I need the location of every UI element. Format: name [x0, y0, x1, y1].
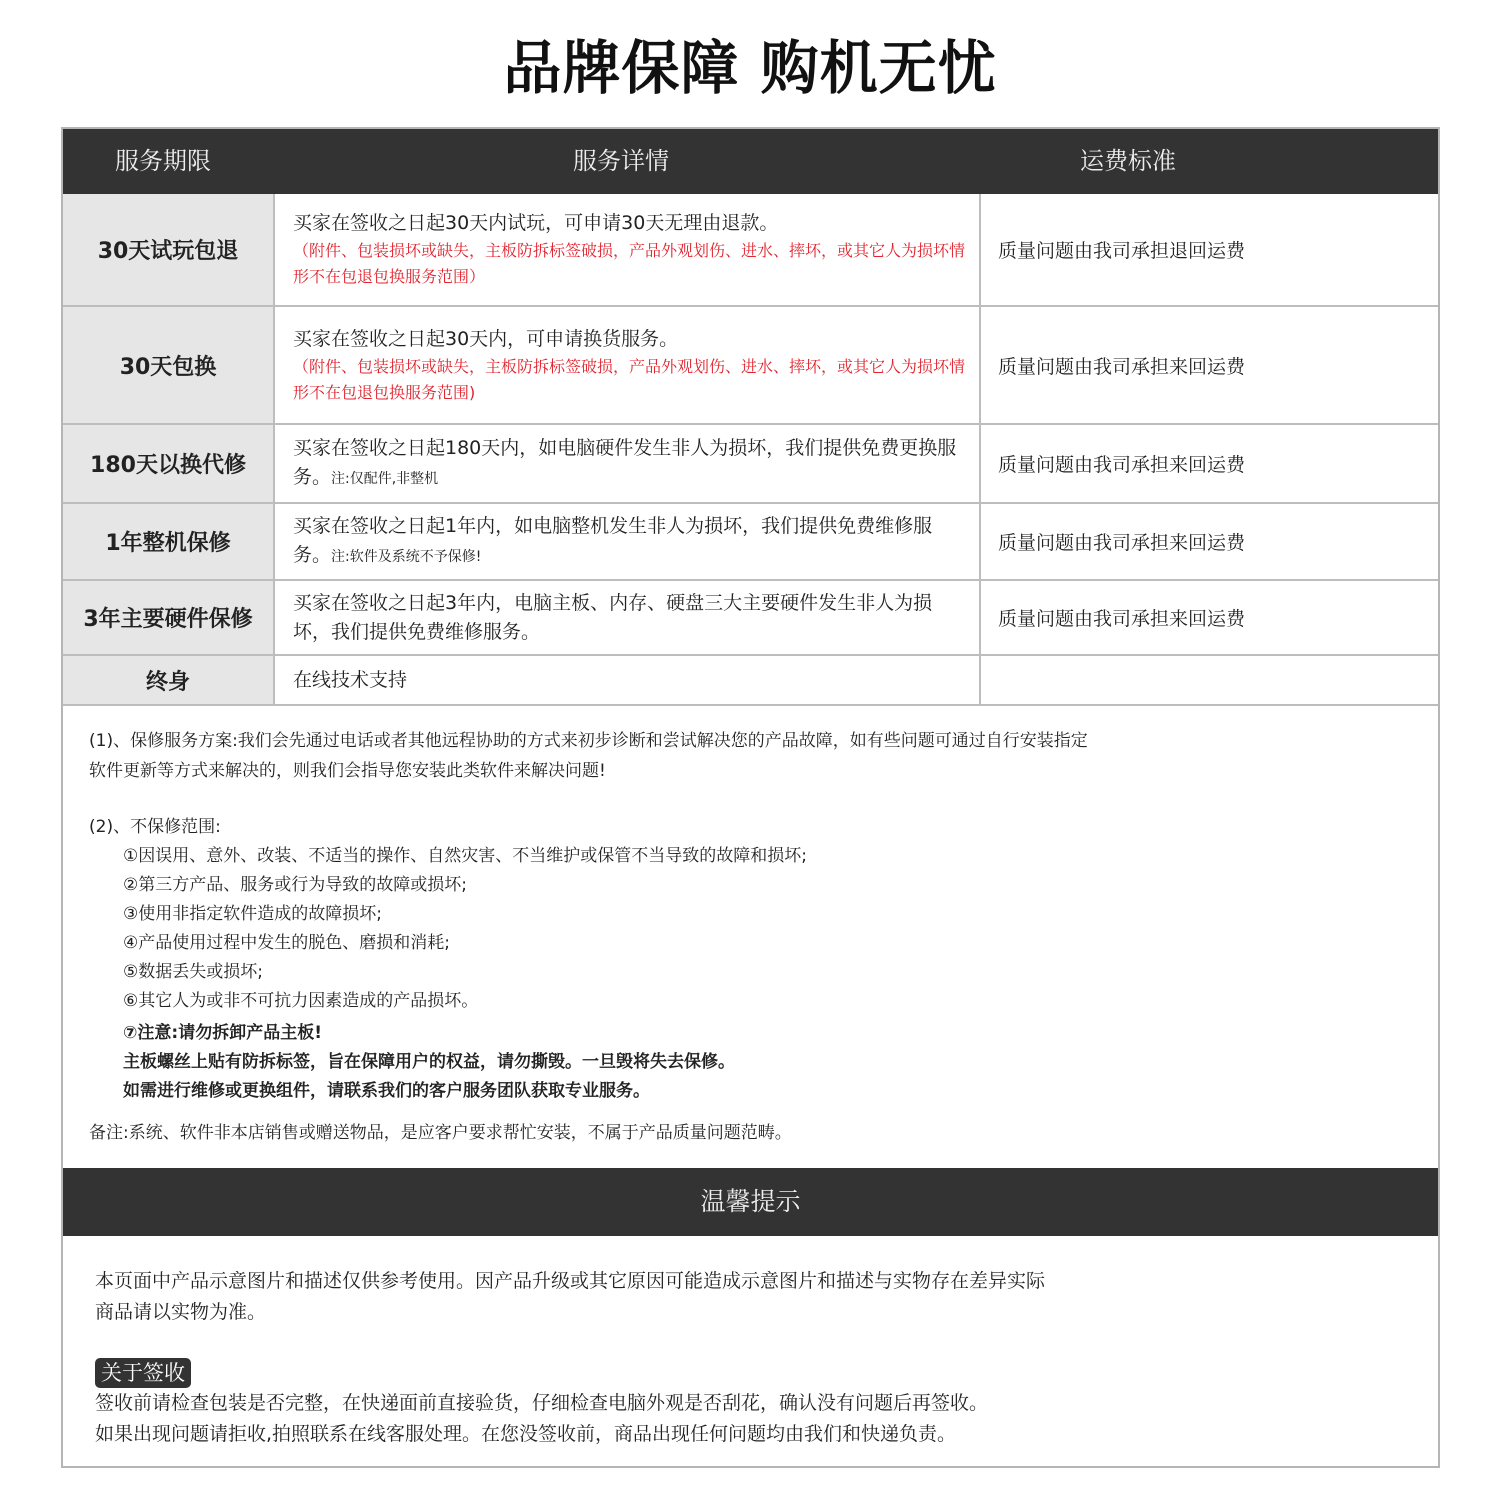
header-shipping: 运费标准	[1080, 147, 1176, 175]
exclusion-note: （附件、包装损坏或缺失，主板防拆标签破损，产品外观划伤、进水、摔坏，或其它人为损坏情形不在包退包换服务范围)	[293, 356, 966, 402]
exclusion-item: ①因误用、意外、改装、不适当的操作、自然灾害、不当维护或保管不当导致的故障和损坏;	[123, 846, 807, 866]
header-service-detail: 服务详情	[573, 147, 669, 175]
service-period: 180天以换代修	[63, 425, 275, 502]
service-period: 30天包换	[63, 307, 275, 423]
service-plan-line: 软件更新等方式来解决的，则我们会指导您安装此类软件来解决问题!	[89, 761, 606, 781]
shipping-policy	[981, 656, 1440, 704]
tips-line: 本页面中产品示意图片和描述仅供参考使用。因产品升级或其它原因可能造成示意图片和描述与实物存在差异实际	[95, 1270, 1046, 1292]
detail-text: 买家在签收之日起30天内试玩，可申请30天无理由退款。	[293, 212, 779, 234]
service-period: 30天试玩包退	[63, 194, 275, 305]
detail-text: 在线技术支持	[293, 668, 408, 691]
service-period: 3年主要硬件保修	[63, 581, 275, 654]
warning-line: ⑦注意:请勿拆卸产品主板!	[123, 1023, 322, 1043]
service-detail	[275, 581, 981, 654]
sign-line: 签收前请检查包装是否完整，在快递面前直接验货，仔细检查电脑外观是否刮花，确认没有问题后再签收。	[95, 1392, 989, 1414]
exclusion-item: ③使用非指定软件造成的故障损坏;	[123, 904, 382, 924]
table-row	[63, 194, 1438, 305]
shipping-policy: 质量问题由我司承担退回运费	[998, 240, 1246, 262]
shipping-policy: 质量问题由我司承担来回运费	[998, 355, 1246, 378]
sign-line: 如果出现问题请拒收,拍照联系在线客服处理。在您没签收前，商品出现任何问题均由我们和快递负责。	[95, 1423, 957, 1445]
table-header	[63, 129, 1438, 194]
tips-line: 商品请以实物为准。	[95, 1301, 267, 1323]
service-plan-line: (1)、保修服务方案:我们会先通过电话或者其他远程协助的方式来初步诊断和尝试解决您的产品故障，如有些问题可通过自行安装指定	[89, 731, 1088, 751]
detail-text: 买家在签收之日起1年内，如电脑整机发生非人为损坏，我们提供免费维修服务。	[293, 514, 933, 566]
exclusion-note: （附件、包装损坏或缺失，主板防拆标签破损，产品外观划伤、进水、摔坏，或其它人为损坏情形不在包退包换服务范围）	[293, 241, 966, 286]
service-detail	[275, 425, 981, 502]
detail-note: 注:软件及系统不予保修!	[331, 548, 482, 565]
shipping-policy: 质量问题由我司承担来回运费	[998, 532, 1246, 554]
tips-body	[63, 1236, 1438, 1450]
service-period: 终身	[63, 656, 275, 704]
header-service-period: 服务期限	[115, 147, 211, 175]
exclusions-title: (2)、不保修范围:	[89, 817, 221, 837]
service-period: 1年整机保修	[63, 504, 275, 579]
service-detail	[275, 307, 981, 423]
shipping-policy: 质量问题由我司承担来回运费	[998, 608, 1246, 630]
exclusion-item: ⑥其它人为或非不可抗力因素造成的产品损坏。	[123, 991, 479, 1011]
table-row	[63, 579, 1438, 654]
exclusion-item: ④产品使用过程中发生的脱色、磨损和消耗;	[123, 933, 450, 953]
exclusion-item: ⑤数据丢失或损坏;	[123, 962, 263, 982]
service-detail	[275, 504, 981, 579]
detail-note: 注:仅配件,非整机	[331, 470, 439, 487]
service-detail	[275, 656, 981, 704]
shipping-policy: 质量问题由我司承担来回运费	[998, 454, 1246, 476]
warning-line: 如需进行维修或更换组件，请联系我们的客户服务团队获取专业服务。	[123, 1081, 650, 1101]
table-row	[63, 423, 1438, 502]
warranty-panel	[61, 127, 1440, 1468]
table-row	[63, 305, 1438, 423]
detail-text: 买家在签收之日起3年内，电脑主板、内存、硬盘三大主要硬件发生非人为损坏，我们提供免费维修服务。	[293, 591, 933, 643]
exclusion-item: ②第三方产品、服务或行为导致的故障或损坏;	[123, 875, 467, 895]
detail-text: 买家在签收之日起180天内，如电脑硬件发生非人为损坏，我们提供免费更换服务。	[293, 436, 957, 488]
page-title: 品牌保障 购机无忧	[503, 34, 997, 102]
tips-header: 温馨提示	[63, 1168, 1438, 1236]
detail-text: 买家在签收之日起30天内，可申请换货服务。	[293, 327, 679, 350]
warning-line: 主板螺丝上贴有防拆标签，旨在保障用户的权益，请勿撕毁。一旦毁将失去保修。	[123, 1052, 735, 1072]
remark: 备注:系统、软件非本店销售或赠送物品，是应客户要求帮忙安装，不属于产品质量问题范畴。	[89, 1123, 792, 1143]
table-row	[63, 654, 1438, 704]
warranty-notes	[63, 704, 1438, 1166]
table-row	[63, 502, 1438, 579]
service-detail	[275, 194, 981, 305]
sign-badge: 关于签收	[95, 1358, 191, 1388]
